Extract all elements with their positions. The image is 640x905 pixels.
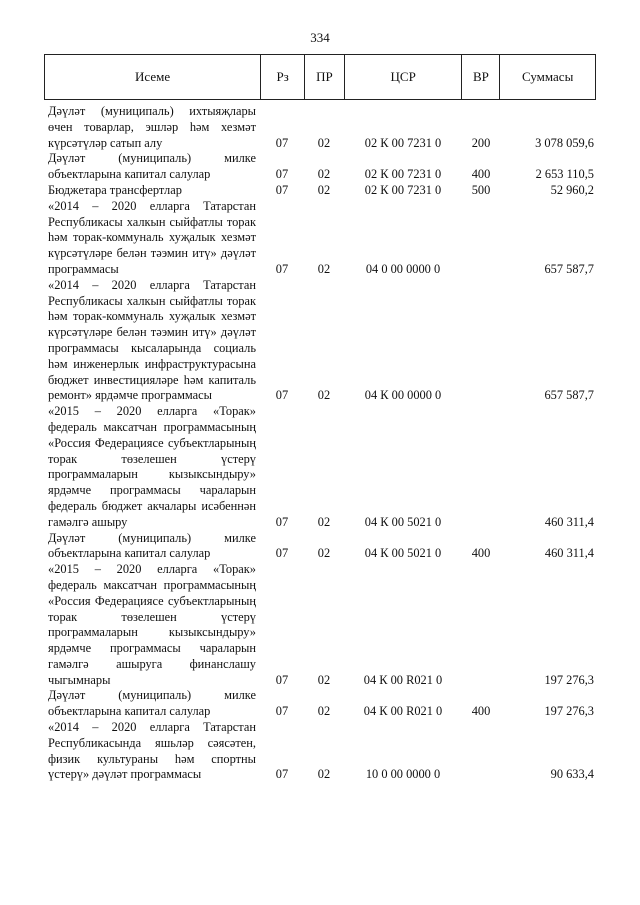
row-rz: 07 (275, 388, 289, 403)
row-csr: 02 К 00 7231 0 (364, 167, 442, 182)
table-row (44, 183, 596, 199)
row-name: Дәүләт (муниципаль) милке объектларына капитал салулар (48, 151, 256, 182)
row-csr: 04 К 00 R021 0 (363, 704, 443, 719)
row-rz: 07 (275, 261, 289, 276)
row-rz: 07 (275, 514, 289, 529)
header-vr: ВР (461, 55, 499, 99)
header-csr: ЦСР (344, 55, 462, 99)
row-name: «2015 – 2020 елларга «Торак» федераль максатчан программасының «Россия Федерациясе субъектларының торак төзелешен үстерү программаларын кызыксындыру» ярдәмче программасы чараларын гамәлгә ашыруга финанслашу чыгымнары (48, 562, 256, 687)
page-number: 334 (310, 30, 330, 45)
table-row (44, 720, 596, 783)
row-csr: 04 К 00 R021 0 (363, 672, 443, 687)
table-row (44, 104, 596, 151)
row-csr: 04 К 00 5021 0 (364, 514, 442, 529)
header-pr: ПР (304, 55, 344, 99)
row-vr: 400 (471, 546, 491, 561)
row-csr: 02 К 00 7231 0 (364, 135, 442, 150)
table-header (44, 54, 596, 100)
table-row (44, 404, 596, 530)
row-rz: 07 (275, 135, 289, 150)
header-sum: Суммасы (499, 55, 595, 99)
row-rz: 07 (275, 672, 289, 687)
row-name: Дәүләт (муниципаль) милке объектларына капитал салулар (48, 688, 256, 719)
row-sum: 657 587,7 (544, 388, 594, 403)
row-pr: 02 (317, 546, 331, 561)
row-sum: 657 587,7 (544, 261, 594, 276)
row-rz: 07 (275, 704, 289, 719)
row-pr: 02 (317, 388, 331, 403)
row-rz: 07 (275, 182, 289, 197)
row-name: Бюджетара трансфертлар (48, 182, 182, 197)
row-pr: 02 (317, 261, 331, 276)
row-pr: 02 (317, 704, 331, 719)
row-rz: 07 (275, 167, 289, 182)
row-rz: 07 (275, 546, 289, 561)
row-sum: 197 276,3 (544, 704, 594, 719)
row-name: Дәүләт (муниципаль) милке объектларына капитал салулар (48, 530, 256, 561)
row-vr: 500 (471, 182, 491, 197)
row-sum: 90 633,4 (550, 767, 594, 782)
row-csr: 10 0 00 0000 0 (365, 767, 441, 782)
row-pr: 02 (317, 167, 331, 182)
row-sum: 3 078 059,6 (535, 135, 594, 150)
table-row (44, 278, 596, 404)
row-sum: 460 311,4 (544, 546, 594, 561)
row-pr: 02 (317, 182, 331, 197)
row-sum: 197 276,3 (544, 672, 594, 687)
row-csr: 04 К 00 5021 0 (364, 546, 442, 561)
table-row (44, 688, 596, 720)
row-name: «2014 – 2020 елларга Татарстан Республикасы халкын сыйфатлы торак һәм торак-коммуналь хуҗалык хезмәт күрсәтүләре белән тәэмин итү» дәүләт программасы кысаларында социаль һәм инженерлык инфраструктурасына бюджет инвестицияләре һәм капиталь ремонт» ярдәмче программасы (48, 277, 256, 403)
row-pr: 02 (317, 514, 331, 529)
row-csr: 04 К 00 0000 0 (364, 388, 442, 403)
header-name: Исеме (135, 69, 171, 84)
table-row (44, 151, 596, 183)
table-row (44, 199, 596, 278)
row-name: «2015 – 2020 елларга «Торак» федераль максатчан программасының «Россия Федерациясе субъектларының торак төзелешен үстерү программаларын кызыксындыру» ярдәмче программасы чараларын федераль бюджет акчалары исәбеннән гамәлгә ашыру (48, 404, 256, 529)
row-name: «2014 – 2020 елларга Татарстан Республикасы халкын сыйфатлы торак һәм торак-коммуналь хуҗалык хезмәт күрсәтүләре белән тәэмин итү» дәүләт программасы (48, 198, 256, 276)
table-row (44, 562, 596, 688)
row-csr: 02 К 00 7231 0 (364, 182, 442, 197)
row-pr: 02 (317, 672, 331, 687)
row-pr: 02 (317, 767, 331, 782)
row-vr: 200 (471, 135, 491, 150)
row-vr: 400 (471, 167, 491, 182)
budget-table (44, 54, 596, 783)
header-rz: Рз (260, 55, 304, 99)
row-sum: 460 311,4 (544, 514, 594, 529)
table-row (44, 531, 596, 563)
row-sum: 52 960,2 (550, 182, 594, 197)
row-vr: 400 (471, 704, 491, 719)
row-csr: 04 0 00 0000 0 (365, 261, 441, 276)
row-name: «2014 – 2020 елларга Татарстан Республикасында яшьләр сәясәтен, физик культураны һәм спортны үстерү» дәүләт программасы (48, 720, 256, 782)
row-sum: 2 653 110,5 (535, 167, 594, 182)
row-name: Дәүләт (муниципаль) ихтыяҗлары өчен товарлар, эшләр һәм хезмәт күрсәтүләр сатып алу (48, 104, 256, 150)
row-pr: 02 (317, 135, 331, 150)
table-body (44, 104, 596, 783)
row-rz: 07 (275, 767, 289, 782)
